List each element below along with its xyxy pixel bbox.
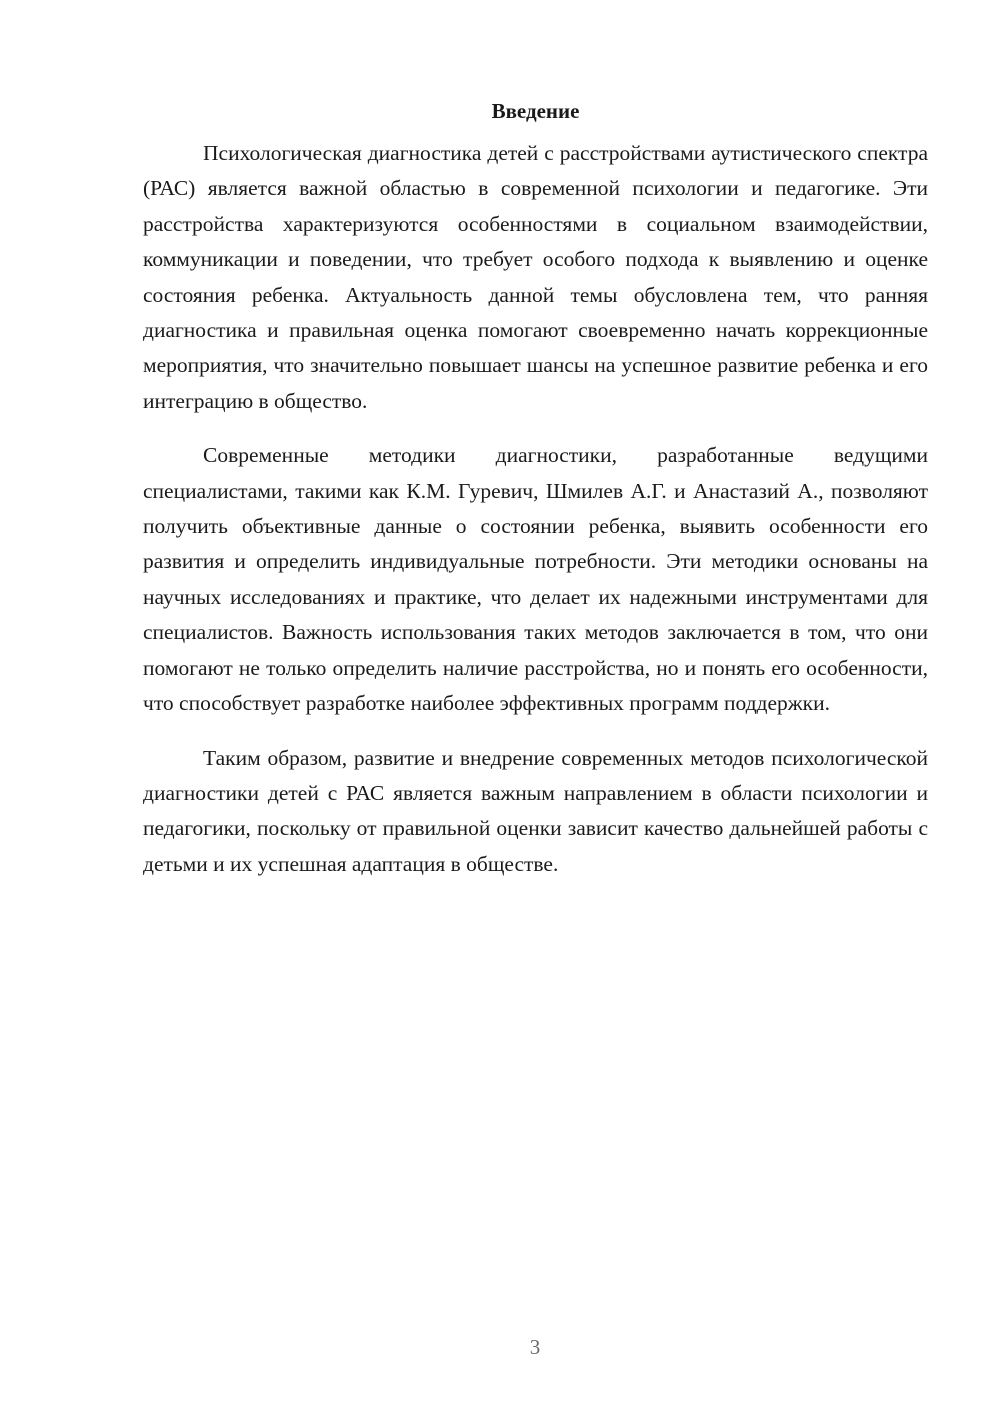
section-title: Введение — [491, 99, 580, 123]
page-number: 3 — [529, 1335, 541, 1359]
page-content — [143, 95, 928, 901]
paragraph-1: Психологическая диагностика детей с расстройствами аутистического спектра (РАС) является важной областью в современной психологии и педагогике. Эти расстройства характеризуются особенностями в социальном взаимодействии, коммуникации и поведении, что требует особого подхода к выявлению и оценке состояния ребенка. Актуальность данной темы обусловлена тем, что ранняя диагностика и правильная оценка помогают своевременно начать коррекционные мероприятия, что значительно повышает шансы на успешное развитие ребенка и его интеграцию в общество. — [143, 141, 928, 413]
paragraph-2: Современные методики диагностики, разработанные ведущими специалистами, такими как К.М. Гуревич, Шмилев А.Г. и Анастазий А., позволяют получить объективные данные о состоянии ребенка, выявить особенности его развития и определить индивидуальные потребности. Эти методики основаны на научных исследованиях и практике, что делает их надежными инструментами для специалистов. Важность использования таких методов заключается в том, что они помогают не только определить наличие расстройства, но и понять его особенности, что способствует разработке наиболее эффективных программ поддержки. — [143, 443, 928, 716]
paragraph-3: Таким образом, развитие и внедрение современных методов психологической диагностики детей с РАС является важным направлением в области психологии и педагогики, поскольку от правильной оценки зависит качество дальнейшей работы с детьми и их успешная адаптация в обществе. — [143, 745, 928, 876]
